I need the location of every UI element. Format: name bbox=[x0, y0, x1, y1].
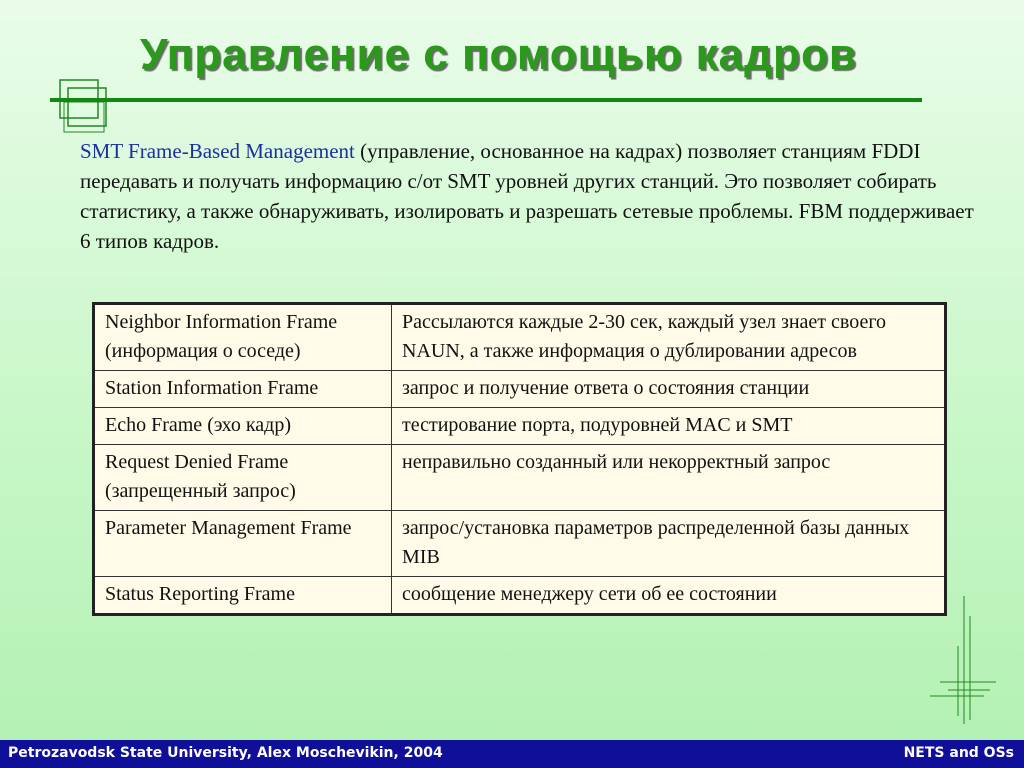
frame-types-table bbox=[92, 302, 947, 616]
frame-name-cell: Status Reporting Frame bbox=[94, 577, 392, 615]
table-row bbox=[94, 304, 946, 371]
intro-text: (управление, основанное на кадрах) позволяет станциям FDDI передавать и получать информацию с/от SMT уровней других станций. Это позволяет собирать статистику, а также обнаруживать, изолировать и разрешать сетевые проблемы. FBM поддерживает 6 типов кадров. bbox=[80, 139, 974, 253]
corner-lines-decoration bbox=[930, 596, 1000, 728]
frame-description-cell: запрос/установка параметров распределенной базы данных MIB bbox=[392, 511, 946, 577]
frame-name-cell: Neighbor Information Frame (информация о соседе) bbox=[94, 304, 392, 371]
table-row bbox=[94, 371, 946, 408]
intro-highlight: SMT Frame-Based Management bbox=[80, 139, 355, 163]
table-row bbox=[94, 577, 946, 615]
frame-description-cell: сообщение менеджеру сети об ее состоянии bbox=[392, 577, 946, 615]
intro-paragraph bbox=[80, 136, 980, 256]
footer-bar bbox=[0, 740, 1024, 768]
table-row bbox=[94, 511, 946, 577]
slide-title: Управление с помощью кадров bbox=[140, 30, 857, 79]
frame-description-cell: неправильно созданный или некорректный запрос bbox=[392, 445, 946, 511]
frame-description-cell: Рассылаются каждые 2-30 сек, каждый узел знает своего NAUN, а также информация о дублировании адресов bbox=[392, 304, 946, 371]
title-squares-decoration bbox=[50, 72, 120, 142]
frame-name-cell: Parameter Management Frame bbox=[94, 511, 392, 577]
frame-name-cell: Station Information Frame bbox=[94, 371, 392, 408]
table-row bbox=[94, 408, 946, 445]
table-row bbox=[94, 445, 946, 511]
frame-description-cell: запрос и получение ответа о состояния станции bbox=[392, 371, 946, 408]
title-underline bbox=[50, 98, 922, 102]
frame-name-cell: Request Denied Frame (запрещенный запрос) bbox=[94, 445, 392, 511]
frame-name-cell: Echo Frame (эхо кадр) bbox=[94, 408, 392, 445]
footer-left-text: Petrozavodsk State University, Alex Moschevikin, 2004 bbox=[8, 745, 443, 761]
frame-description-cell: тестирование порта, подуровней MAC и SMT bbox=[392, 408, 946, 445]
footer-right-text: NETS and OSs bbox=[903, 745, 1014, 761]
